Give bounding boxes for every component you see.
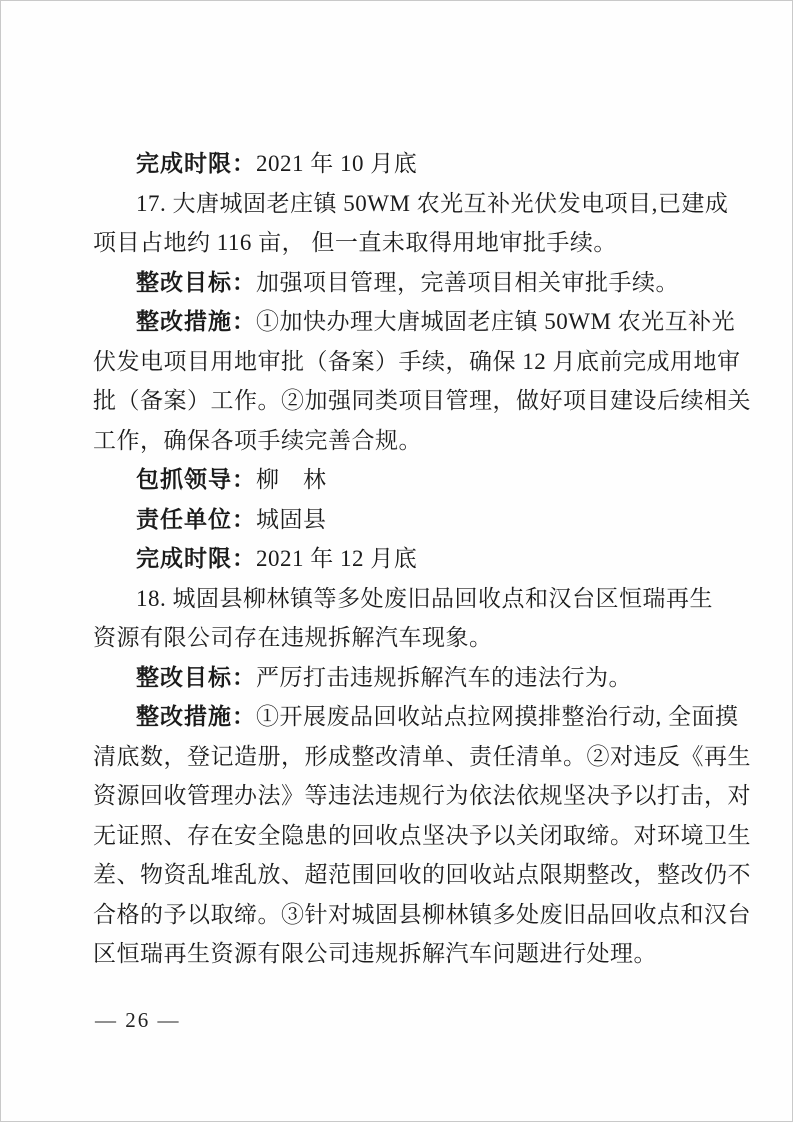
text-line [93,263,705,303]
text-line [93,697,739,737]
line-text: ①加快办理大唐城固老庄镇 50WM 农光互补光 [256,309,736,334]
line-text: 柳 林 [256,467,327,492]
line-text: 17. 大唐城固老庄镇 50WM 农光互补光伏发电项目,已建成 [136,190,729,216]
line-text: 无证照、存在安全隐患的回收点坚决予以关闭取缔。对环境卫生 [93,822,751,848]
line-text: 加强项目管理，完善项目相关审批手续。 [256,269,679,295]
line-text: 合格的予以取缔。③针对城固县柳林镇多处废旧品回收点和汉台 [93,901,751,927]
text-line [93,658,705,698]
field-label: 责任单位： [136,505,256,532]
line-text: 批（备案）工作。②加强同类项目管理，做好项目建设后续相关 [93,388,751,413]
text-line [93,302,736,342]
text-line [93,460,705,500]
line-text: 工作，确保各项手续完善合规。 [93,427,422,453]
line-text: 2021 年 10 月底 [256,151,418,176]
line-text: 18. 城固县柳林镇等多处废旧品回收点和汉台区恒瑞再生 [136,585,713,611]
text-line [93,342,741,382]
line-text: 资源有限公司存在违规拆解汽车现象。 [93,625,493,650]
field-label: 完成时限： [136,150,256,176]
text-line [93,500,705,540]
field-label: 整改目标： [136,268,256,295]
field-label: 完成时限： [136,545,256,571]
line-text: 城固县 [256,506,327,532]
text-line [93,539,705,579]
text-line [93,895,751,935]
text-line [93,184,729,224]
text-line [93,737,751,777]
line-text: 区恒瑞再生资源有限公司违规拆解汽车问题进行处理。 [93,941,657,966]
line-text: 2021 年 12 月底 [256,546,418,571]
line-text: 资源回收管理办法》等违法违规行为依法依规坚决予以打击，对 [93,783,751,808]
document-body [93,144,751,974]
text-line [93,579,713,619]
field-label: 整改措施： [136,308,256,334]
line-text: 伏发电项目用地审批（备案）手续，确保 12 月底前完成用地审 [93,348,741,374]
line-text: 严厉打击违规拆解汽车的违法行为。 [256,664,632,690]
line-text: 清底数，登记造册，形成整改清单、责任清单。②对违反《再生 [93,743,751,769]
field-label: 包抓领导： [136,466,256,492]
text-line [93,816,751,856]
text-line [93,934,705,974]
text-line [93,144,705,184]
line-text: 项目占地约 116 亩， 但一直未取得用地审批手续。 [93,230,617,255]
text-line [93,223,705,263]
text-line [93,855,751,895]
field-label: 整改目标： [136,663,256,690]
field-label: 整改措施： [136,703,256,729]
text-line [93,421,705,461]
line-text: 差、物资乱堆乱放、超范围回收的回收站点限期整改，整改仍不 [93,862,751,887]
line-text: ①开展废品回收站点拉网摸排整治行动, 全面摸 [256,704,739,729]
text-line [93,381,751,421]
text-line [93,618,705,658]
page-number: — 26 — [95,1008,181,1032]
text-line [93,776,751,816]
